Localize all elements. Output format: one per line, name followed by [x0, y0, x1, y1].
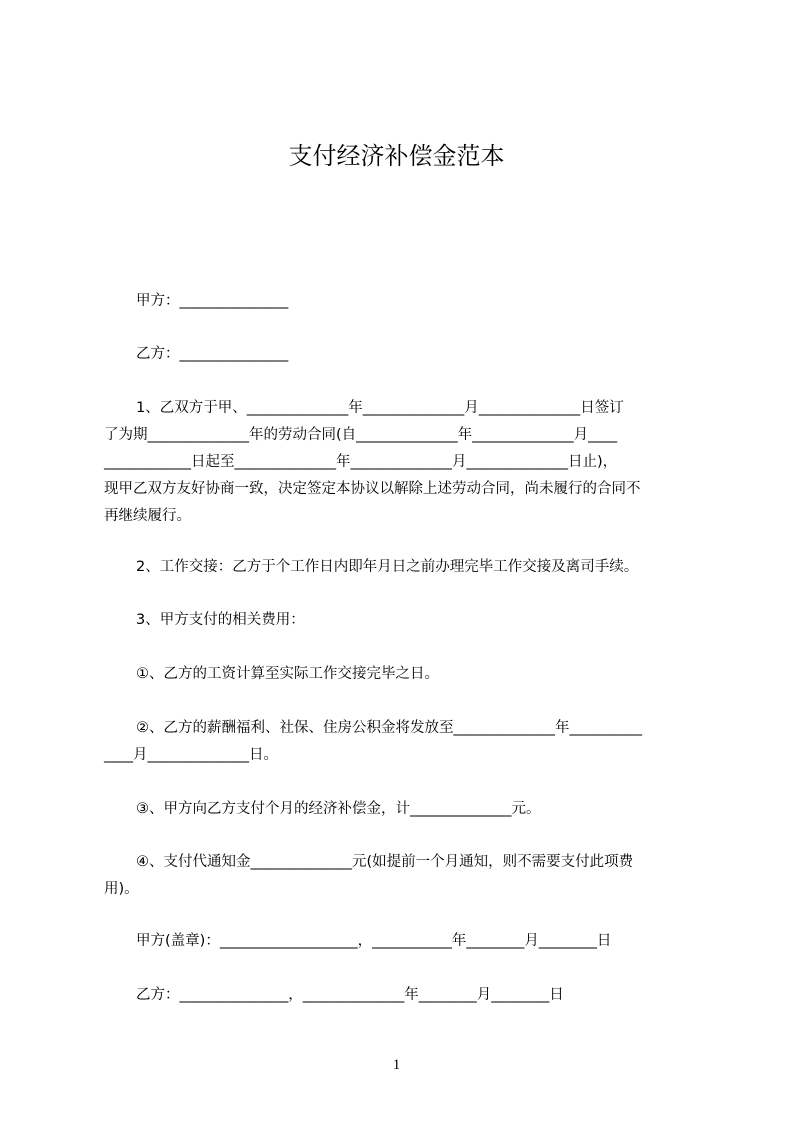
party-a-line: 甲方：_______________ — [136, 293, 289, 309]
item-2-line: ____月______________日。 — [104, 747, 278, 763]
clause-1-line: 再继续履行。 — [104, 508, 191, 524]
clause-3: 3、甲方支付的相关费用： — [136, 612, 305, 628]
item-1: ①、乙方的工资计算至实际工作交接完毕之日。 — [136, 666, 439, 682]
signature-party-a: 甲方(盖章)：___________________，___________年________月________日 — [136, 933, 612, 949]
item-2-line: ②、乙方的薪酬福利、社保、住房公积金将发放至______________年__________ — [136, 720, 642, 736]
page-number: 1 — [392, 1057, 401, 1073]
page-title: 支付经济补偿金范本 — [288, 142, 505, 170]
signature-party-b: 乙方：_______________，______________年________月________日 — [136, 987, 564, 1003]
item-4-line: ④、支付代通知金______________元(如提前一个月通知，则不需要支付此项费 — [136, 854, 634, 870]
clause-1-line: 了为期______________年的劳动合同(自______________年______________月____ — [104, 427, 618, 443]
clause-1-line: 现甲乙双方友好协商一致，决定签定本协议以解除上述劳动合同，尚未履行的合同不 — [104, 481, 641, 497]
clause-1-line: 1、乙双方于甲、______________年______________月______________日签订 — [136, 400, 624, 416]
clause-2: 2、工作交接：乙方于个工作日内即年月日之前办理完毕工作交接及离司手续。 — [136, 559, 639, 575]
party-b-line: 乙方：_______________ — [136, 346, 289, 362]
item-3: ③、甲方向乙方支付个月的经济补偿金，计______________元。 — [136, 801, 541, 817]
item-4-line: 用)。 — [104, 881, 139, 897]
clause-1-line: ____________日起至______________年______________月______________日止)， — [104, 454, 618, 470]
